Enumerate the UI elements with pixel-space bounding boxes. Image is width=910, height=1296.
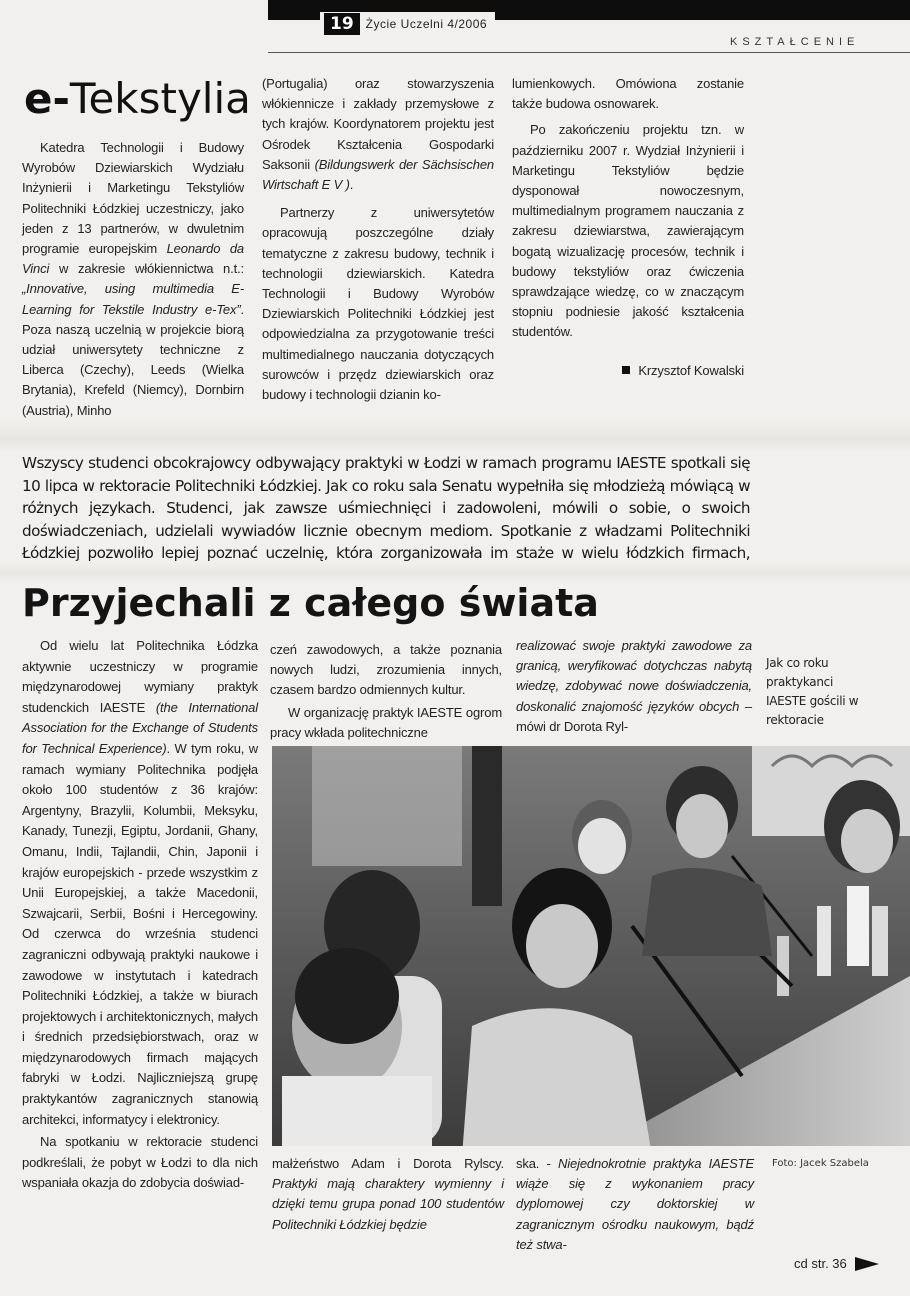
article2-column-2-bottom <box>272 1154 504 1237</box>
article1-paragraph: Po zakończeniu projektu tzn. w październiku 2007 r. Wydział Inżynierii i Marketingu Tekstyliów będzie dysponował nowoczesnym, multimedialnym programem nauczania z zakresu dziewiarstwa, zawierającym bogatą wizualizację procesów, technik i budowy tekstyliów oraz ćwiczenia sprawdzające wiedzę, co w znaczącym stopniu podniesie jakość kształcenia studentów. <box>512 122 744 340</box>
article1-title-bold: e- <box>24 74 70 123</box>
text: Od wielu lat Politechnika Łódzka aktywnie uczestniczy w programie międzynarodowej wymiany praktyk studenckich IAESTE <box>22 638 258 715</box>
arrow-right-icon <box>855 1257 879 1271</box>
text-italic: „Innovative, using multimedia E-Learning for Tekstile Industry e-Tex” <box>22 281 244 317</box>
article2-title <box>22 578 599 628</box>
text: . W tym roku, w ramach wymiany Politechnika podjęła około 100 studentów z 36 krajów: Argentyny, Brazylii, Kolumbii, Meksyku, Kanady, Tunezji, Egiptu, Jordanii, Ghany, Omanu, Indii, Tajlandii, Chin, Japonii i krajów europejskich - przede wszystkim z Unii Europejskiej, a także Macedonii, Szwajcarii, Serbii, Bośni i Hercegowiny. Od czerwca do września studenci zagraniczni odbywają praktyki naukowe i zawodowe w instytutach i katedrach Politechniki Łódzkiej, a także w biurach projektowych i architektonicznych, małych i średnich przedsiębiorstwach, oraz w międzynarodowych firmach mających fabryki w Łodzi. Najliczniejszą grupę praktykantów zagranicznych stanowią architekci, informatycy i elektronicy. <box>22 740 258 1127</box>
article2-paragraph: Na spotkaniu w rektoracie studenci podkreślali, że pobyt w Łodzi to dla nich wspaniała okazja do zdobycia doświad- <box>22 1134 258 1191</box>
article1-paragraph <box>22 138 244 421</box>
text: Katedra Technologii i Budowy Wyrobów Dziewiarskich Wydziału Inżynierii i Marketingu Tekstyliów Politechniki Łódzkiej uczestniczy, jako jeden z 13 partnerów, w dwuletnim programie europejskim <box>22 140 244 257</box>
article2-title-bold: całego świata <box>304 581 599 625</box>
article2-paragraph <box>516 1154 754 1255</box>
text-italic: (the International Association for the Exchange of Students for Technical Experience) <box>22 699 258 756</box>
text-italic: Praktyki mają charaktery wymienny i dzięki temu grupa ponad 100 studentów Politechniki Łódzkiej będzie <box>272 1176 504 1232</box>
article1-column-1 <box>22 138 244 423</box>
article2-column-2-top <box>270 640 502 745</box>
text: . Poza naszą uczelnią w projekcie biorą udział uniwersytety techniczne z Liberca (Czechy), Leeds (Wielka Brytania), Krefeld (Niemcy), Dornbirn (Austria), Minho <box>22 301 244 418</box>
continued-text: cd str. 36 <box>794 1256 847 1271</box>
article2-paragraph <box>272 1154 504 1235</box>
text-italic: Niejednokrotnie praktyka IAESTE wiąże się z wykonaniem pracy dyplomowej czy doktorskiej w zagranicznym ośrodku naukowym, bądź też stwa- <box>516 1156 754 1252</box>
section-name: KSZTAŁCENIE <box>730 36 860 48</box>
article2-column-3-top <box>516 636 752 739</box>
article1-paragraph: lumienkowych. Omówiona zostanie także budowa osnowarek. <box>512 76 744 112</box>
text: małżeństwo Adam i Dorota Rylscy. <box>272 1156 504 1171</box>
text: – mówi dr Dorota Ryl- <box>516 698 752 734</box>
article1-author <box>512 361 744 381</box>
bleed-through-strip <box>0 420 910 452</box>
article2-paragraph <box>516 636 752 737</box>
article1-column-3 <box>512 74 744 383</box>
article1-column-2 <box>262 74 494 407</box>
text: . <box>349 177 354 193</box>
meeting-photo-illustration <box>272 746 910 1146</box>
text-italic: (Bildungswerk der Sächsischen Wirtschaft E V ) <box>262 156 494 193</box>
page-number: 19 <box>324 13 360 35</box>
meeting-photo <box>272 746 910 1146</box>
article2-column-1 <box>22 636 258 1196</box>
article2-paragraph: W organizację praktyk IAESTE ogrom pracy wkłada politechniczne <box>270 704 502 740</box>
article2-lead: Wszyscy studenci obcokrajowcy odbywający praktyki w Łodzi w ramach programu IAESTE spotkali się 10 lipca w rektoracie Politechniki Łódzkiej. Jak co roku sala Senatu wypełniła się młodzieżą mówiącą w różnych językach. Studenci, jak zawsze uśmiechnięci i zadowoleni, mówili o sobie, o swoich doświadczeniach, udzielali wywiadów licznie obecnym mediom. Spotkanie z władzami Politechniki Łódzkiej pozwoliło lepiej poznać uczelnię, która zorganizowała im staże w wielu łódzkich firmach, <box>22 454 750 563</box>
text-italic: Leonardo da Vinci <box>22 241 244 277</box>
publication-title: Życie Uczelni 4/2006 <box>365 17 488 31</box>
bullet-square-icon <box>622 366 630 374</box>
article2-title-light: Przyjechali z <box>22 581 305 625</box>
text-italic: realizować swoje praktyki zawodowe za granicą, weryfikować dotychczas nabytą wiedzę, zdobywać nowe doświadczenia, doskonalić znajomość języków obcych <box>516 638 752 714</box>
article1-title <box>24 74 251 124</box>
article2-column-3-bottom <box>516 1154 754 1257</box>
article1-paragraph <box>262 74 494 195</box>
text: (Portugalia) oraz stowarzyszenia włókiennicze i zakłady przemysłowe z tych krajów. Koordynatorem projektu jest Ośrodek Kształcenia Gospodarki Saksonii <box>262 76 494 172</box>
continued-on-link[interactable] <box>794 1256 879 1271</box>
section-divider <box>268 52 910 53</box>
header-label <box>320 12 495 36</box>
photo-credit: Foto: Jacek Szabela <box>772 1158 869 1169</box>
photo-caption: Jak co roku praktykanci IAESTE gościli w rektoracie <box>766 656 859 727</box>
text: w zakresie włókiennictwa n.t.: <box>49 261 244 277</box>
text: ska. - <box>516 1156 559 1171</box>
article2-paragraph: czeń zawodowych, a także poznania nowych ludzi, zrozumienia innych, czasem bardzo odmiennych kultur. <box>270 642 502 698</box>
article1-paragraph: Partnerzy z uniwersytetów opracowują poszczególne działy tematyczne z zakresu budowy, technik i technologii dziewiarskich. Katedra Technologii i Budowy Wyrobów Dziewiarskich Politechniki Łódzkiej jest odpowiedzialna za przygotowanie treści multimedialnego nauczania dotyczących surowców i przędz dziewiarskich oraz budowy i technologii dzianin ko- <box>262 205 494 403</box>
article2-paragraph <box>22 636 258 1130</box>
article1-title-rest: Tekstylia <box>69 74 251 123</box>
author-name: Krzysztof Kowalski <box>638 362 744 378</box>
